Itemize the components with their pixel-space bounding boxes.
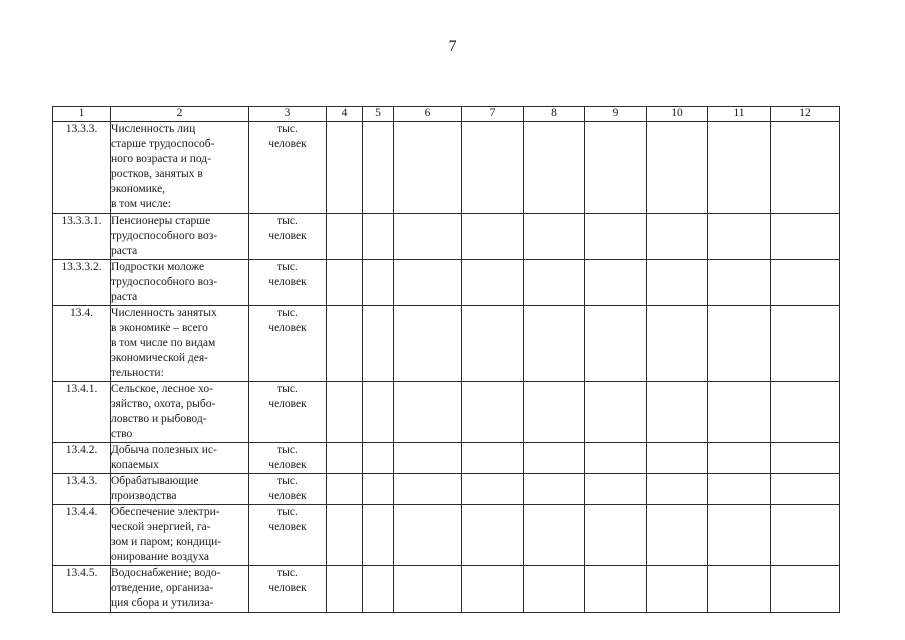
indicator-name-line: раста xyxy=(111,291,138,303)
column-header-8: 8 xyxy=(524,107,585,122)
indicator-name-line: трудоспособного воз- xyxy=(111,276,218,288)
empty-value-cell xyxy=(771,443,840,474)
row-unit xyxy=(249,382,327,443)
row-unit xyxy=(249,443,327,474)
empty-value-cell xyxy=(363,566,394,613)
header-row xyxy=(53,107,840,122)
empty-value-cell xyxy=(363,474,394,505)
empty-value-cell xyxy=(524,260,585,306)
indicator-name-line: тельности: xyxy=(111,367,164,379)
row-indicator-name xyxy=(111,566,249,613)
empty-value-cell xyxy=(647,443,708,474)
table-header xyxy=(53,107,840,122)
table-row xyxy=(53,260,840,306)
empty-value-cell xyxy=(647,382,708,443)
indicator-name-line: зом и паром; кондици- xyxy=(111,536,222,548)
empty-value-cell xyxy=(394,306,462,382)
empty-value-cell xyxy=(524,474,585,505)
empty-value-cell xyxy=(585,260,647,306)
row-indicator-name xyxy=(111,122,249,214)
row-code: 13.3.3. xyxy=(53,122,111,214)
indicator-name-line: ловство и рыбовод- xyxy=(111,413,207,425)
indicator-name-line: раста xyxy=(111,245,138,257)
unit-line: тыс. xyxy=(277,567,298,579)
empty-value-cell xyxy=(585,505,647,566)
unit-line: человек xyxy=(268,276,307,288)
row-unit xyxy=(249,214,327,260)
empty-value-cell xyxy=(327,382,363,443)
table-row xyxy=(53,474,840,505)
row-unit xyxy=(249,474,327,505)
indicator-name-line: в экономике – всего xyxy=(111,322,208,334)
empty-value-cell xyxy=(524,443,585,474)
indicator-name-line: производства xyxy=(111,490,177,502)
row-indicator-name xyxy=(111,382,249,443)
column-header-6: 6 xyxy=(394,107,462,122)
row-unit xyxy=(249,505,327,566)
unit-line: человек xyxy=(268,398,307,410)
row-code: 13.4.4. xyxy=(53,505,111,566)
unit-line: тыс. xyxy=(277,261,298,273)
empty-value-cell xyxy=(708,382,771,443)
indicator-name-line: Обеспечение электри- xyxy=(111,506,220,518)
empty-value-cell xyxy=(363,382,394,443)
column-header-4: 4 xyxy=(327,107,363,122)
empty-value-cell xyxy=(462,122,524,214)
empty-value-cell xyxy=(708,260,771,306)
empty-value-cell xyxy=(647,260,708,306)
empty-value-cell xyxy=(462,443,524,474)
indicator-name-line: трудоспособного воз- xyxy=(111,230,218,242)
table-row xyxy=(53,122,840,214)
unit-line: тыс. xyxy=(277,444,298,456)
empty-value-cell xyxy=(462,474,524,505)
empty-value-cell xyxy=(647,505,708,566)
empty-value-cell xyxy=(771,260,840,306)
empty-value-cell xyxy=(585,214,647,260)
empty-value-cell xyxy=(394,260,462,306)
empty-value-cell xyxy=(394,474,462,505)
empty-value-cell xyxy=(647,122,708,214)
empty-value-cell xyxy=(771,505,840,566)
unit-line: тыс. xyxy=(277,215,298,227)
empty-value-cell xyxy=(363,505,394,566)
indicator-name-line: Обрабатывающие xyxy=(111,475,199,487)
indicator-name-line: в том числе по видам xyxy=(111,337,216,349)
column-header-9: 9 xyxy=(585,107,647,122)
row-indicator-name xyxy=(111,306,249,382)
page-number: 7 xyxy=(448,38,457,55)
unit-line: человек xyxy=(268,230,307,242)
empty-value-cell xyxy=(394,566,462,613)
empty-value-cell xyxy=(585,122,647,214)
empty-value-cell xyxy=(363,306,394,382)
indicator-name-line: онирование воздуха xyxy=(111,551,209,563)
empty-value-cell xyxy=(363,214,394,260)
empty-value-cell xyxy=(327,474,363,505)
row-indicator-name xyxy=(111,505,249,566)
indicator-name-line: ство xyxy=(111,428,133,440)
empty-value-cell xyxy=(363,260,394,306)
table-row xyxy=(53,566,840,613)
row-indicator-name xyxy=(111,474,249,505)
empty-value-cell xyxy=(585,382,647,443)
indicator-name-line: зяйство, охота, рыбо- xyxy=(111,398,216,410)
indicator-name-line: ческой энергией, га- xyxy=(111,521,211,533)
indicator-name-line: Численность лиц xyxy=(111,123,196,135)
empty-value-cell xyxy=(647,306,708,382)
indicator-name-line: отведение, организа- xyxy=(111,582,214,594)
row-unit xyxy=(249,260,327,306)
empty-value-cell xyxy=(462,505,524,566)
empty-value-cell xyxy=(462,382,524,443)
row-code: 13.3.3.1. xyxy=(53,214,111,260)
row-code: 13.4.3. xyxy=(53,474,111,505)
empty-value-cell xyxy=(524,306,585,382)
table-row xyxy=(53,306,840,382)
unit-line: человек xyxy=(268,521,307,533)
unit-line: тыс. xyxy=(277,506,298,518)
indicator-name-line: Сельское, лесное хо- xyxy=(111,383,213,395)
indicator-name-line: в том числе: xyxy=(111,198,171,210)
empty-value-cell xyxy=(394,122,462,214)
empty-value-cell xyxy=(585,306,647,382)
empty-value-cell xyxy=(771,382,840,443)
table-body xyxy=(53,122,840,613)
empty-value-cell xyxy=(524,505,585,566)
empty-value-cell xyxy=(771,566,840,613)
row-indicator-name xyxy=(111,214,249,260)
unit-line: человек xyxy=(268,138,307,150)
row-indicator-name xyxy=(111,443,249,474)
empty-value-cell xyxy=(394,443,462,474)
empty-value-cell xyxy=(585,443,647,474)
table-row xyxy=(53,505,840,566)
empty-value-cell xyxy=(327,505,363,566)
row-code: 13.4.2. xyxy=(53,443,111,474)
indicator-name-line: копаемых xyxy=(111,459,159,471)
table-row xyxy=(53,214,840,260)
row-code: 13.4.1. xyxy=(53,382,111,443)
empty-value-cell xyxy=(462,306,524,382)
empty-value-cell xyxy=(524,382,585,443)
table-row xyxy=(53,382,840,443)
empty-value-cell xyxy=(647,566,708,613)
indicator-name-line: ция сбора и утилиза- xyxy=(111,597,214,609)
empty-value-cell xyxy=(327,214,363,260)
unit-line: тыс. xyxy=(277,307,298,319)
empty-value-cell xyxy=(327,122,363,214)
row-unit xyxy=(249,566,327,613)
empty-value-cell xyxy=(771,122,840,214)
empty-value-cell xyxy=(585,566,647,613)
row-indicator-name xyxy=(111,260,249,306)
empty-value-cell xyxy=(327,443,363,474)
unit-line: человек xyxy=(268,459,307,471)
empty-value-cell xyxy=(327,260,363,306)
column-header-1: 1 xyxy=(53,107,111,122)
indicator-name-line: Пенсионеры старше xyxy=(111,215,211,227)
empty-value-cell xyxy=(524,122,585,214)
empty-value-cell xyxy=(363,443,394,474)
unit-line: человек xyxy=(268,490,307,502)
empty-value-cell xyxy=(394,214,462,260)
empty-value-cell xyxy=(708,122,771,214)
row-code: 13.4. xyxy=(53,306,111,382)
empty-value-cell xyxy=(524,214,585,260)
empty-value-cell xyxy=(708,214,771,260)
empty-value-cell xyxy=(394,505,462,566)
empty-value-cell xyxy=(771,474,840,505)
empty-value-cell xyxy=(363,122,394,214)
column-header-3: 3 xyxy=(249,107,327,122)
row-code: 13.3.3.2. xyxy=(53,260,111,306)
indicator-name-line: Численность занятых xyxy=(111,307,217,319)
table-row xyxy=(53,443,840,474)
row-code: 13.4.5. xyxy=(53,566,111,613)
column-header-7: 7 xyxy=(462,107,524,122)
empty-value-cell xyxy=(708,505,771,566)
empty-value-cell xyxy=(327,566,363,613)
indicator-name-line: экономической дея- xyxy=(111,352,208,364)
empty-value-cell xyxy=(327,306,363,382)
empty-value-cell xyxy=(771,214,840,260)
indicator-name-line: ного возраста и под- xyxy=(111,153,211,165)
empty-value-cell xyxy=(647,214,708,260)
indicator-name-line: ростков, занятых в xyxy=(111,168,203,180)
indicator-name-line: Добыча полезных ис- xyxy=(111,444,217,456)
empty-value-cell xyxy=(585,474,647,505)
unit-line: тыс. xyxy=(277,383,298,395)
row-unit xyxy=(249,122,327,214)
empty-value-cell xyxy=(524,566,585,613)
unit-line: человек xyxy=(268,582,307,594)
indicator-name-line: старше трудоспособ- xyxy=(111,138,215,150)
column-header-12: 12 xyxy=(771,107,840,122)
empty-value-cell xyxy=(462,566,524,613)
indicator-name-line: Водоснабжение; водо- xyxy=(111,567,221,579)
indicators-table xyxy=(52,106,840,613)
empty-value-cell xyxy=(771,306,840,382)
empty-value-cell xyxy=(647,474,708,505)
unit-line: тыс. xyxy=(277,123,298,135)
row-unit xyxy=(249,306,327,382)
empty-value-cell xyxy=(708,306,771,382)
column-header-2: 2 xyxy=(111,107,249,122)
unit-line: человек xyxy=(268,322,307,334)
empty-value-cell xyxy=(708,474,771,505)
indicator-name-line: Подростки моложе xyxy=(111,261,205,273)
empty-value-cell xyxy=(394,382,462,443)
column-header-5: 5 xyxy=(363,107,394,122)
empty-value-cell xyxy=(462,214,524,260)
empty-value-cell xyxy=(708,566,771,613)
empty-value-cell xyxy=(462,260,524,306)
unit-line: тыс. xyxy=(277,475,298,487)
indicator-name-line: экономике, xyxy=(111,183,166,195)
column-header-10: 10 xyxy=(647,107,708,122)
column-header-11: 11 xyxy=(708,107,771,122)
empty-value-cell xyxy=(708,443,771,474)
